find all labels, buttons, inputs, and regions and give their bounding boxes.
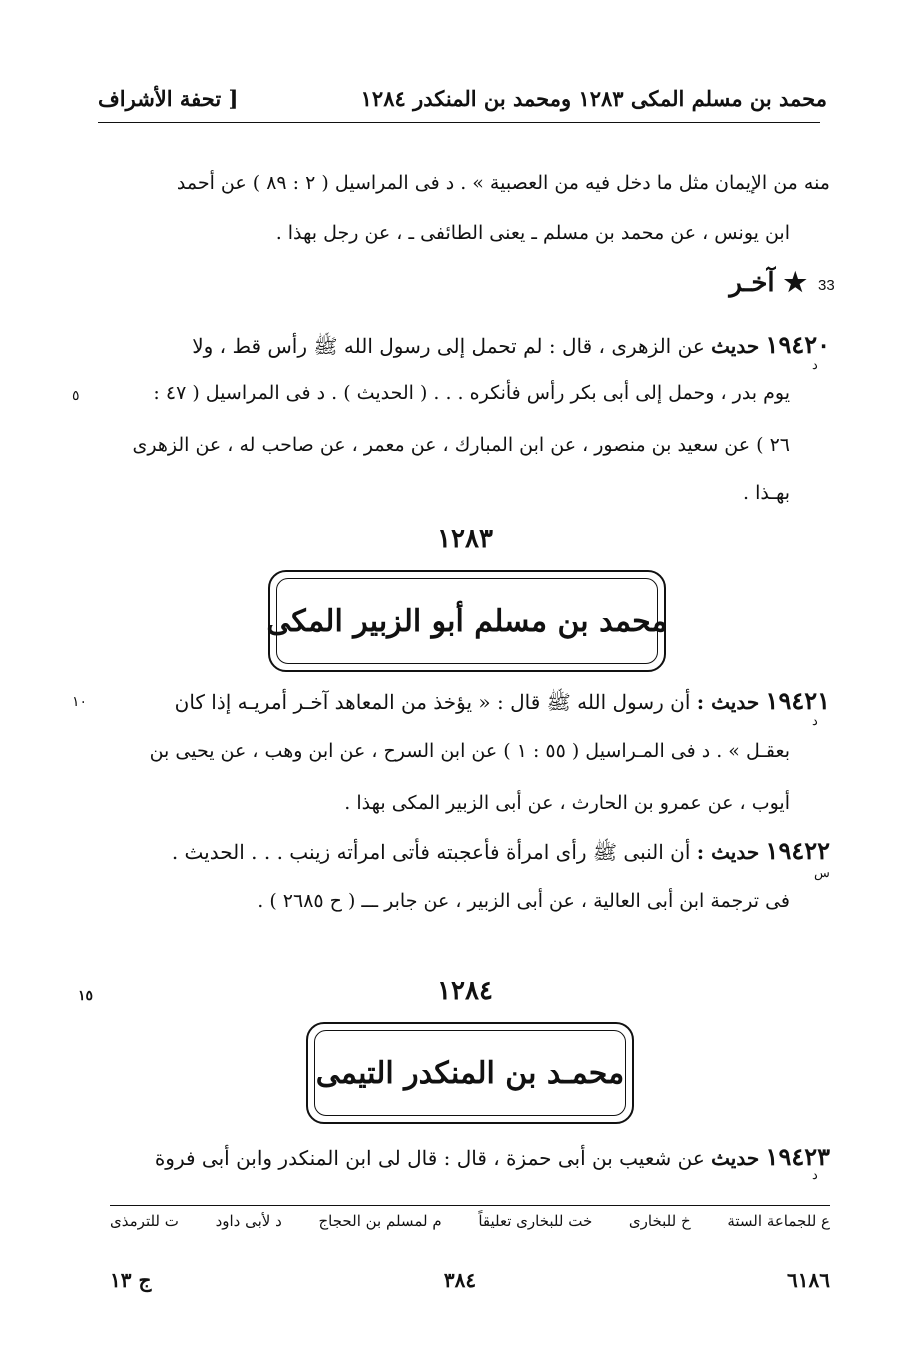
hadith-19420-first-line — [105, 328, 830, 363]
hadith-number: ١٩٤٢٠ — [765, 330, 830, 359]
hadith-19421-line-3: أيوب ، عن عمرو بن الحارث ، عن أبى الزبير المكى بهذا . — [344, 792, 790, 814]
source-sigla: د — [812, 714, 818, 729]
source-sigla: د — [812, 358, 818, 373]
section-title: محمد بن مسلم أبو الزبير المكى — [266, 603, 668, 639]
akhar-heading: ★ آخـر — [729, 268, 807, 298]
hadith-text: عن شعيب بن أبى حمزة ، قال : قال لى ابن المنكدر وابن أبى فروة — [154, 1146, 705, 1170]
running-header-book: [ تحفة الأشراف — [98, 86, 239, 111]
hadith-number: ١٩٤٢٣ — [765, 1142, 830, 1171]
volume-number: ج ١٣ — [110, 1268, 152, 1292]
page-number: ٣٨٤ — [443, 1268, 477, 1292]
hadith-19422-line-2: فى ترجمة ابن أبى العالية ، عن أبى الزبير ، عن جابر ـــ ( ح ٢٦٨٥ ) . — [257, 890, 790, 912]
footer-rule — [110, 1205, 830, 1206]
hadith-19421-line-2: بعقـل » . د فى المـراسيل ( ٥٥ : ١ ) عن ابن السرح ، عن ابن وهب ، عن يحيى بن — [149, 740, 790, 762]
hadith-label: حديث — [711, 334, 760, 358]
legend-item: خت للبخارى تعليقاً — [478, 1212, 593, 1230]
legend-item: ت للترمذى — [110, 1212, 179, 1230]
hadith-text: عن الزهرى ، قال : لم تحمل إلى رسول الله ﷺ رأس قط ، ولا — [192, 334, 705, 358]
legend-item: ع للجماعة الستة — [727, 1212, 830, 1230]
margin-line-mark: ١٥ — [78, 988, 94, 1004]
margin-line-mark: ١٠ — [72, 694, 88, 710]
running-header-title: محمد بن مسلم المكى ١٢٨٣ ومحمد بن المنكدر ١٢٨٤ — [360, 86, 827, 111]
section-title-frame — [306, 1022, 634, 1124]
hadith-label: حديث : — [696, 690, 760, 714]
hadith-19420-line-2: يوم بدر ، وحمل إلى أبى بكر رأس فأنكره . . . ( الحديث ) . د فى المراسيل ( ٤٧ : — [153, 382, 790, 404]
hadith-text: أن النبى ﷺ رأى امرأة فأعجبته فأتى امرأته زينب . . . الحديث . — [171, 840, 691, 864]
hadith-19420-line-4: بهـذا . — [743, 482, 790, 504]
legend-item: خ للبخارى — [628, 1212, 691, 1230]
margin-line-mark: ٥ — [72, 388, 80, 404]
section-number: ١٢٨٣ — [437, 524, 493, 554]
hadith-19422-first-line — [105, 834, 830, 869]
legend-item: د لأبى داود — [215, 1212, 282, 1230]
hadith-number: ١٩٤٢١ — [765, 686, 830, 715]
intro-line-1: منه من الإيمان مثل ما دخل فيه من العصبية » . د فى المراسيل ( ٢ : ٨٩ ) عن أحمد — [176, 172, 830, 194]
section-title: محمـد بن المنكدر التيمى — [315, 1055, 625, 1091]
section-title-frame — [268, 570, 666, 672]
header-rule — [98, 122, 820, 123]
page-id: ٦١٨٦ — [787, 1268, 830, 1292]
sigla-legend — [110, 1212, 830, 1230]
margin-number: 33 — [818, 277, 835, 294]
hadith-19420-line-3: ٢٦ ) عن سعيد بن منصور ، عن ابن المبارك ، عن معمر ، عن صاحب له ، عن الزهرى — [132, 434, 790, 456]
hadith-19421-first-line — [105, 684, 830, 719]
hadith-text: أن رسول الله ﷺ قال : « يؤخذ من المعاهد آخـر أمريـه إذا كان — [174, 690, 691, 714]
legend-item: م لمسلم بن الحجاج — [318, 1212, 442, 1230]
hadith-label: حديث : — [696, 840, 760, 864]
hadith-label: حديث — [711, 1146, 760, 1170]
source-sigla: س — [814, 866, 830, 881]
hadith-number: ١٩٤٢٢ — [765, 836, 830, 865]
section-number: ١٢٨٤ — [437, 976, 493, 1006]
intro-line-2: ابن يونس ، عن محمد بن مسلم ـ يعنى الطائفى ـ ، عن رجل بهذا . — [275, 222, 790, 244]
source-sigla: د — [812, 1168, 818, 1183]
hadith-19423-first-line — [105, 1140, 830, 1175]
